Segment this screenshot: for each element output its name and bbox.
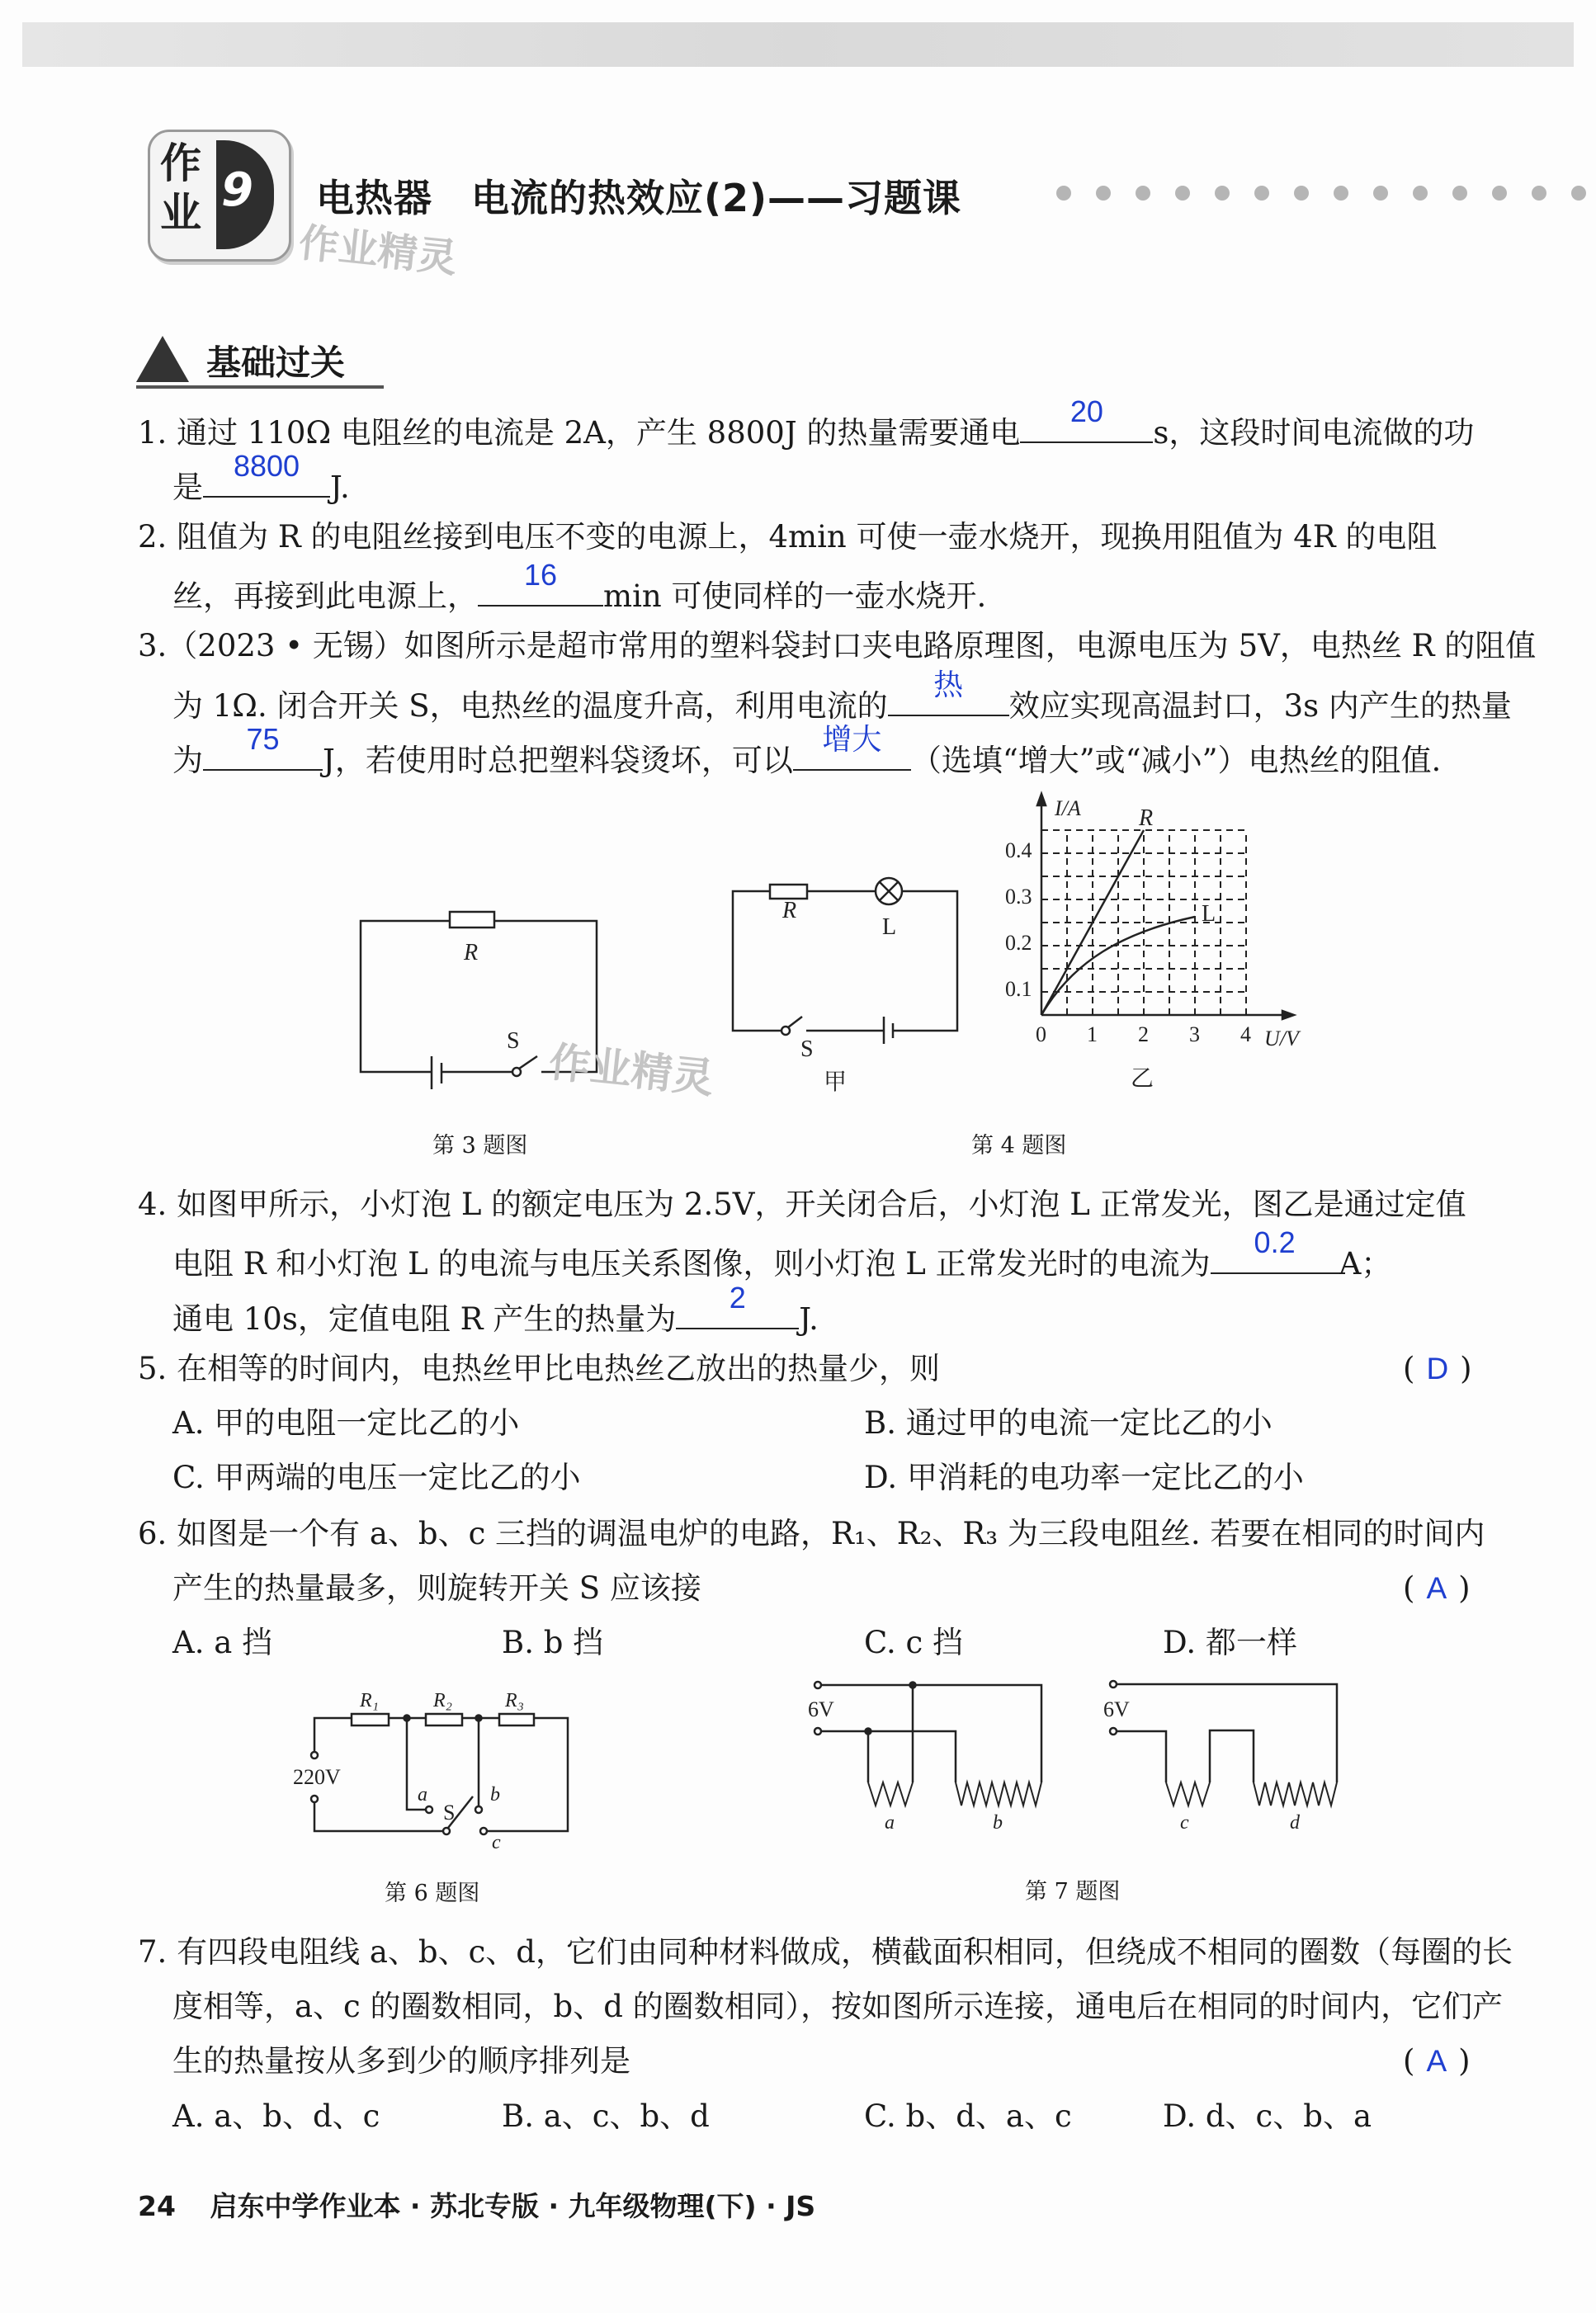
q2-line1: 2. 阻值为 R 的电阻丝接到电压不变的电源上，4min 可使一壶水烧开，现换用阻值为 4R 的电阻 [138,519,1438,555]
coil-d-icon [1254,1782,1337,1806]
y-tick: 0.2 [1005,931,1032,955]
svg-text:c: c [1180,1812,1189,1834]
handwritten-answer: 增大 [822,722,882,756]
badge-number: 9 [221,163,253,217]
fig4-yi-label: 乙 [1131,1066,1155,1092]
x-tick: 2 [1138,1022,1149,1046]
q5-option-d: D. 甲消耗的电功率一定比乙的小 [864,1460,1304,1495]
x-tick: 1 [1087,1022,1098,1046]
svg-text:R₃: R₃ [505,1690,525,1711]
coil-c-icon [1166,1782,1210,1806]
q7-option-c: C. b、d、a、c [864,2098,1072,2134]
q7-line1: 7. 有四段电阻线 a、b、c、d，它们由同种材料做成，横截面积相同，但绕成不相同的圈数（每圈的长 [138,1934,1513,1970]
fig3-s-label: S [507,1028,520,1054]
y-tick: 0.3 [1005,885,1032,909]
handwritten-answer: 0.2 [1254,1225,1296,1259]
q6-option-b: B. b 挡 [502,1625,604,1660]
fig4-jia-label: 甲 [824,1069,848,1095]
y-tick: 0.4 [1005,838,1032,862]
badge-text: 作业 [160,139,201,237]
q1-line2: 是 8800 J. [172,449,350,505]
q6-line2: 产生的热量最多，则旋转开关 S 应该接 [172,1570,701,1606]
q7-option-a: A. a、b、d、c [172,2098,380,2134]
terminal-icon [815,1682,821,1688]
fig4-r-label: R [782,898,797,923]
terminal-icon [815,1728,821,1735]
terminal-icon [1110,1728,1117,1735]
svg-text:R₂: R₂ [433,1690,453,1711]
q5-option-c: C. 甲两端的电压一定比乙的小 [172,1460,581,1495]
svg-text:a: a [418,1784,427,1806]
q6-option-c: C. c 挡 [864,1625,963,1660]
fig7-circuit-right [1103,1681,1337,1834]
resistor-icon [499,1714,534,1725]
q6-option-a: A. a 挡 [172,1625,273,1660]
y-tick: 0.1 [1005,977,1032,1001]
fig3-caption: 第 3 题图 [432,1133,528,1159]
svg-text:a: a [885,1812,895,1834]
y-axis-label: I/A [1055,796,1081,820]
x-axis-label: U/V [1264,1027,1299,1050]
q7-option-b: B. a、c、b、d [502,2098,710,2134]
svg-text:c: c [492,1832,501,1853]
q4-line3: 通电 10s，定值电阻 R 产生的热量为 2 J. [172,1281,819,1337]
q7-line2: 度相等，a、c 的圈数相同，b、d 的圈数相同），按如图所示连接，通电后在相同的时间内，它们产 [172,1989,1504,2024]
fig6-circuit [293,1690,568,1853]
svg-text:6V: 6V [808,1697,834,1721]
handwritten-answer: 热 [933,668,964,701]
coil-a-icon [868,1782,913,1806]
q6-line1: 6. 如图是一个有 a、b、c 三挡的调温电炉的电路，R₁、R₂、R₃ 为三段电阻丝. 若要在相同的时间内 [138,1516,1485,1551]
coil-b-icon [956,1782,1041,1806]
handwritten-answer: D [1426,1352,1449,1385]
svg-text:d: d [1290,1812,1300,1834]
page-footer [138,2185,815,2224]
handwritten-answer: 8800 [233,449,300,483]
svg-text:S: S [443,1801,456,1824]
x-tick: 0 [1036,1022,1046,1046]
q7-line3: 生的热量按从多到少的顺序排列是 [172,2043,630,2079]
page-number: 24 [138,2190,176,2222]
q5-option-a: A. 甲的电阻一定比乙的小 [172,1405,520,1441]
curve-r-label: R [1139,805,1154,831]
x-tick: 4 [1240,1022,1251,1046]
resistor-icon [426,1714,462,1725]
handwritten-answer: 75 [246,722,280,756]
svg-text:R₁: R₁ [360,1690,380,1711]
watermark: 作业精灵 [546,1037,716,1103]
curve-l-label: L [1202,901,1216,927]
page-title: 电热器 电流的热效应(2)——习题课 [316,176,962,220]
terminal-icon [1110,1681,1117,1688]
q5-answer-bracket[interactable]: ( D ) [1403,1351,1472,1386]
svg-text:b: b [490,1784,500,1806]
fig4-s-label: S [800,1036,814,1062]
q3-line1: 3.（2023 • 无锡）如图所示是超市常用的塑料袋封口夹电路原理图，电源电压为 5V，电热丝 R 的阻值 [138,628,1537,663]
fig7-caption: 第 7 题图 [1025,1879,1121,1905]
q2-line2: 丝，再接到此电源上， 16 min 可使同样的一壶水烧开. [172,558,987,614]
fig7-circuit-left [808,1682,1041,1834]
handwritten-answer: A [1426,2044,1447,2078]
q6-answer-bracket[interactable]: ( A ) [1403,1570,1471,1606]
svg-text:220V: 220V [293,1765,341,1789]
q7-option-d: D. d、c、b、a [1163,2098,1372,2134]
q3-line2: 为 1Ω. 闭合开关 S，电热丝的温度升高，利用电流的 热 效应实现高温封口，3s 内产生的热量 [172,668,1512,724]
fig6-caption: 第 6 题图 [385,1881,480,1906]
handwritten-answer: 2 [729,1281,746,1315]
svg-text:6V: 6V [1103,1697,1130,1721]
q3-line3: 为 75 J，若使用时总把塑料袋烫坏，可以 增大 （选填“增大”或“减小”）电热丝的阻值. [172,722,1442,778]
fig4-l-label: L [882,914,897,940]
resistor-icon [352,1714,389,1725]
section-title: 基础过关 [206,342,346,383]
handwritten-answer: 16 [523,558,558,592]
svg-text:b: b [993,1812,1003,1834]
q5-option-b: B. 通过甲的电流一定比乙的小 [864,1405,1273,1441]
rotary-switch-icon [443,1828,450,1834]
fig4-caption: 第 4 题图 [971,1133,1067,1159]
watermark: 作业精灵 [296,219,460,282]
q4-line1: 4. 如图甲所示，小灯泡 L 的额定电压为 2.5V，开关闭合后，小灯泡 L 正常发光，图乙是通过定值 [138,1187,1466,1222]
fig3-r-label: R [464,940,479,965]
q6-option-d: D. 都一样 [1163,1625,1297,1660]
x-tick: 3 [1189,1022,1200,1046]
handwritten-answer: 20 [1070,394,1103,428]
q5-stem: 5. 在相等的时间内，电热丝甲比电热丝乙放出的热量少，则 [138,1351,941,1386]
q1-line1: 1. 通过 110Ω 电阻丝的电流是 2A，产生 8800J 的热量需要通电 20 s，这段时间电流做的功 [138,394,1475,451]
terminal-icon [311,1796,318,1802]
q7-answer-bracket[interactable]: ( A ) [1403,2043,1471,2079]
handwritten-answer: A [1426,1571,1447,1605]
q4-line2: 电阻 R 和小灯泡 L 的电流与电压关系图像，则小灯泡 L 正常发光时的电流为 0.2 A； [172,1225,1392,1282]
terminal-icon [311,1752,318,1758]
book-title: 启东中学作业本 · 苏北专版 · 九年级物理(下) · JS [210,2190,816,2222]
